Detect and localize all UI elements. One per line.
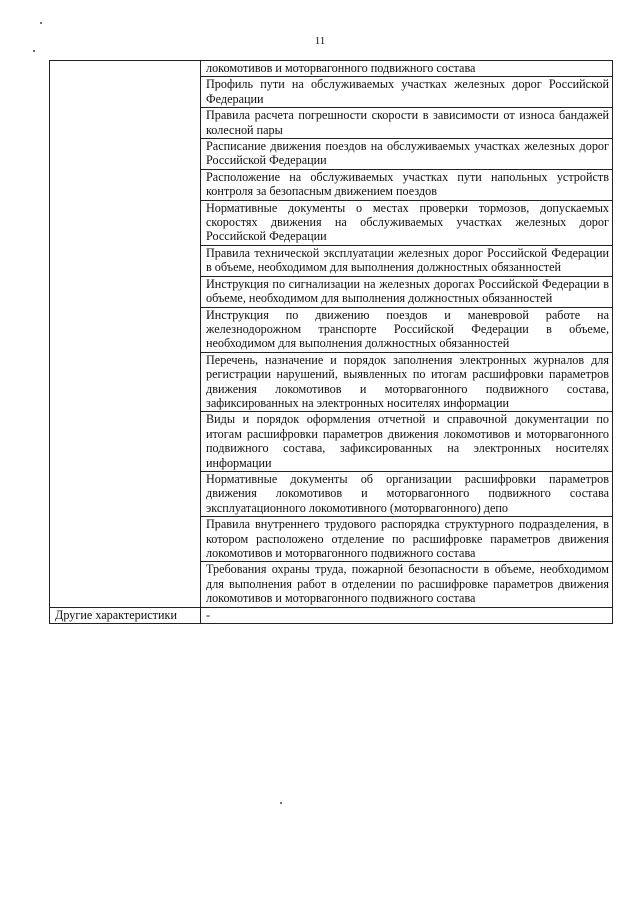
table-cell: Правила технической эксплуатации железных дорог Российской Федерации в объеме, необходимом для выполнения должностных обязанностей: [201, 245, 613, 276]
section-label-cell: [50, 61, 201, 608]
table-cell: локомотивов и моторвагонного подвижного состава: [201, 61, 613, 77]
table-cell: Профиль пути на обслуживаемых участках железных дорог Российской Федерации: [201, 77, 613, 108]
table-cell: Расписание движения поездов на обслуживаемых участках железных дорог Российской Федерации: [201, 139, 613, 170]
other-characteristics-row: [50, 607, 613, 623]
table-cell: Правила внутреннего трудового распорядка структурного подразделения, в котором расположено отделение по расшифровке параметров движения локомотивов и моторвагонного подвижного состава: [201, 517, 613, 562]
table-cell: Правила расчета погрешности скорости в зависимости от износа бандажей колесной пары: [201, 108, 613, 139]
table-cell: Инструкция по движению поездов и маневровой работе на железнодорожном транспорте Российской Федерации в объеме, необходимом для выполнения должностных обязанностей: [201, 307, 613, 352]
table-cell: Расположение на обслуживаемых участках пути напольных устройств контроля за безопасным движением поездов: [201, 169, 613, 200]
scan-speck: [280, 802, 282, 804]
scan-speck: [33, 50, 35, 52]
table-cell: Нормативные документы об организации расшифровки параметров движения локомотивов и моторвагонного подвижного состава эксплуатационного локомотивного (моторвагонного) депо: [201, 471, 613, 516]
table-cell: Нормативные документы о местах проверки тормозов, допускаемых скоростях движения на обслуживаемых участках железных дорог Российской Федерации: [201, 200, 613, 245]
table-cell: Виды и порядок оформления отчетной и справочной документации по итогам расшифровки параметров движения локомотивов и моторвагонного подвижного состава, зафиксированных на электронных носителях информации: [201, 412, 613, 472]
table-cell: Требования охраны труда, пожарной безопасности в объеме, необходимом для выполнения работ в отделении по расшифровке параметров движения локомотивов и моторвагонного подвижного состава: [201, 562, 613, 607]
other-characteristics-value: -: [201, 607, 613, 623]
other-characteristics-label: Другие характеристики: [50, 607, 201, 623]
table-cell: Инструкция по сигнализации на железных дорогах Российской Федерации в объеме, необходимом для выполнения должностных обязанностей: [201, 276, 613, 307]
page-number: 11: [314, 35, 326, 47]
requirements-table: [49, 60, 613, 624]
scan-speck: [40, 22, 42, 24]
table-row: [50, 61, 613, 77]
table-cell: Перечень, назначение и порядок заполнения электронных журналов для регистрации нарушений, выявленных по итогам расшифровки параметров движения локомотивов и моторвагонного подвижного состава, зафиксированных на электронных носителях информации: [201, 352, 613, 412]
